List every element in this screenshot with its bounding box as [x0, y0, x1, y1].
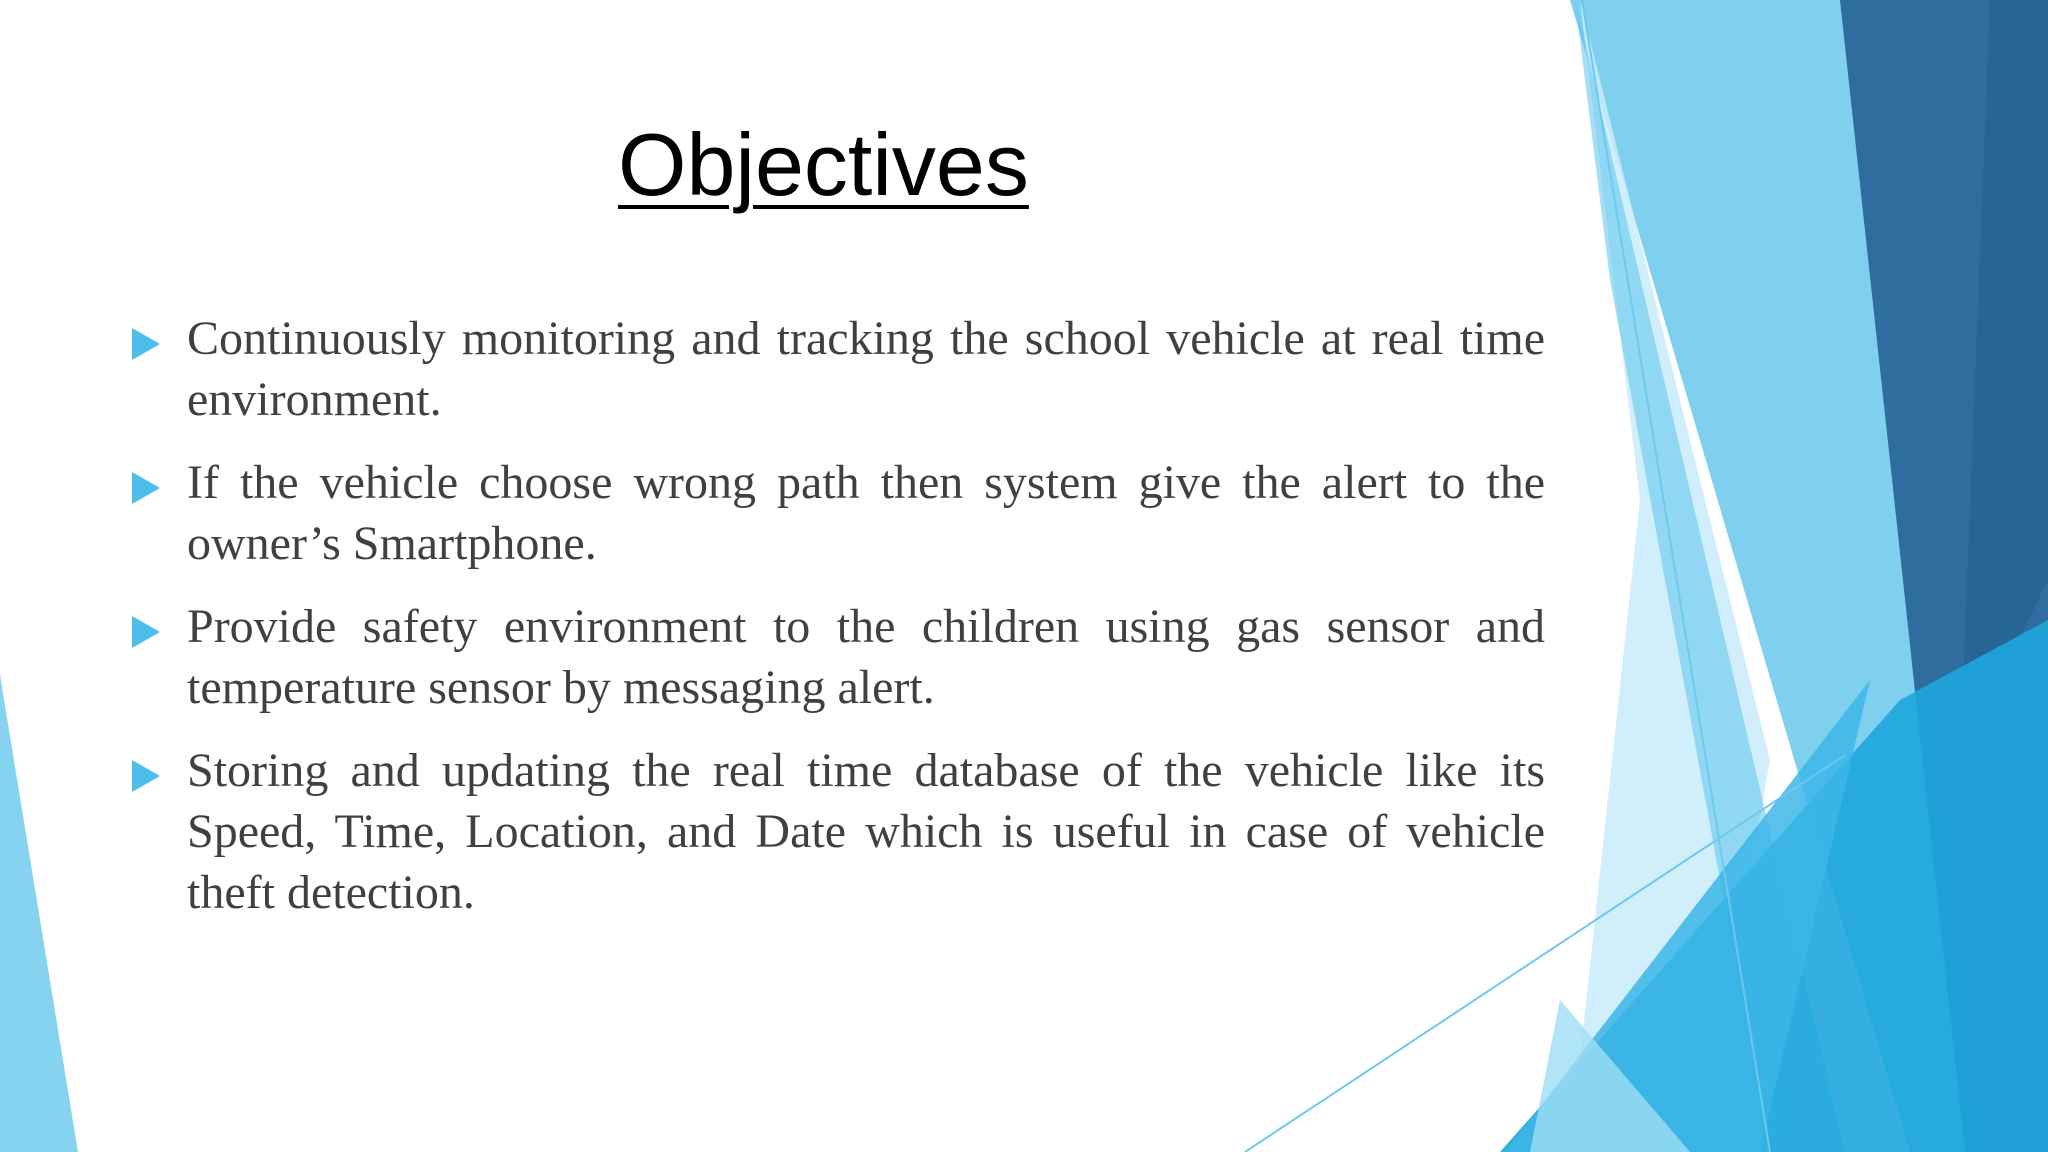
triangle-arrow-icon	[132, 760, 160, 792]
bullet-text: Storing and updating the real time database of the vehicle like its Speed, Time, Location, and Date which is useful in case of vehicle theft detection.	[187, 744, 1545, 919]
bullet-text: Provide safety environment to the children using gas sensor and temperature sensor by messaging alert.	[187, 600, 1545, 714]
triangle-arrow-icon	[132, 328, 160, 360]
bullet-text: If the vehicle choose wrong path then system give the alert to the owner’s Smartphone.	[187, 456, 1545, 570]
list-item	[130, 596, 1545, 718]
slide-title: Objectives	[618, 115, 1029, 214]
triangle-arrow-icon	[132, 616, 160, 648]
triangle-arrow-icon	[132, 472, 160, 504]
list-item	[130, 452, 1545, 574]
objectives-list	[130, 308, 1545, 945]
left-facet	[0, 675, 78, 1152]
bullet-text: Continuously monitoring and tracking the school vehicle at real time environment.	[187, 312, 1545, 426]
list-item	[130, 308, 1545, 430]
list-item	[130, 740, 1545, 923]
